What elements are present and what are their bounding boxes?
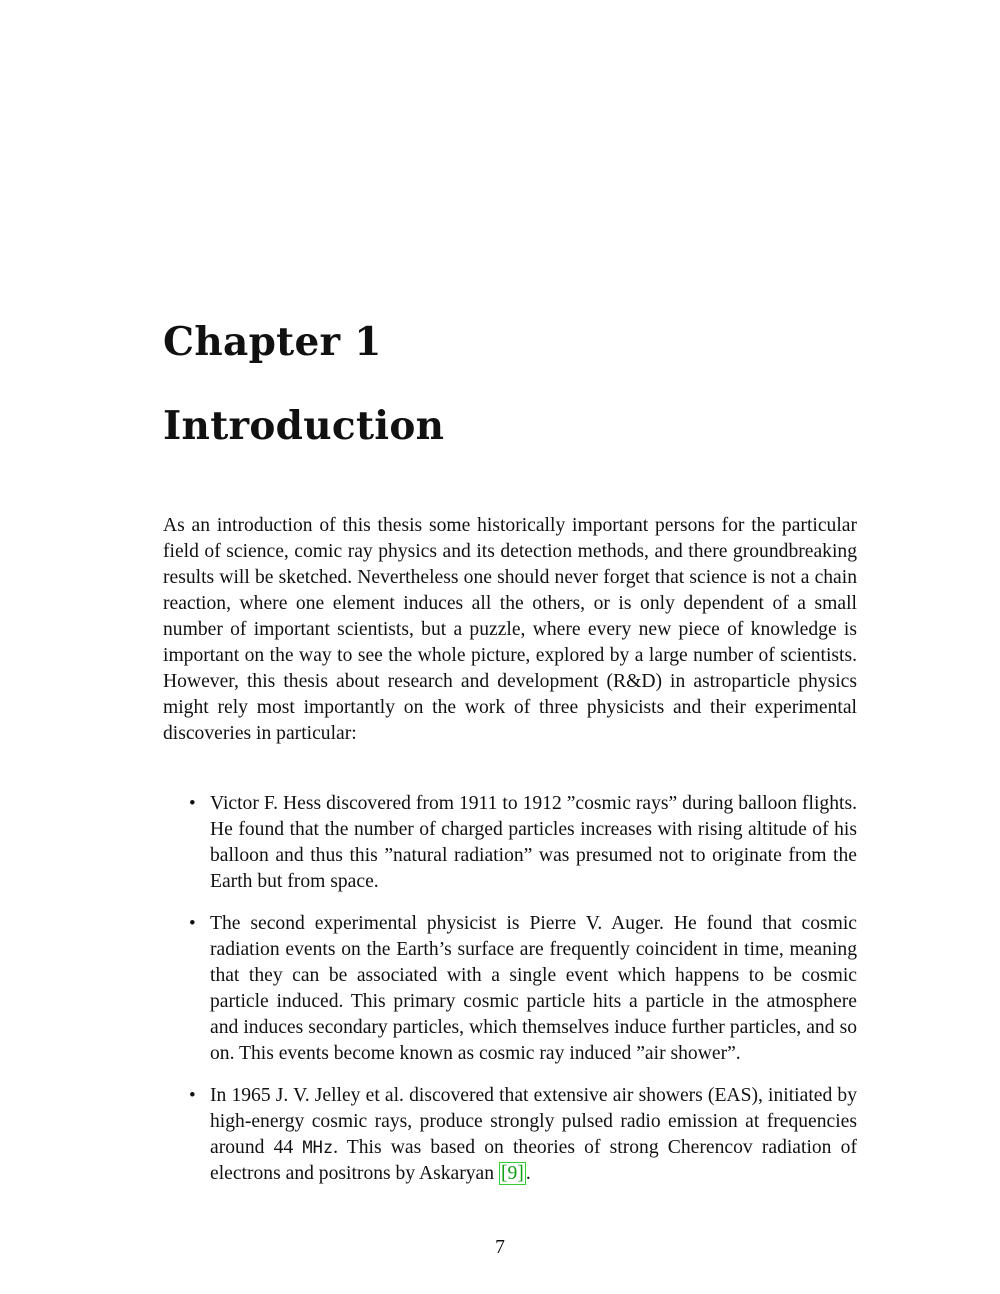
chapter-label: Chapter 1 xyxy=(163,319,382,365)
page-number: 7 xyxy=(495,1237,505,1258)
citation-link[interactable]: [9] xyxy=(500,1163,524,1184)
frequency-unit: MHz xyxy=(302,1138,334,1158)
list-item-text-end: . xyxy=(525,1163,531,1184)
bullet-icon: • xyxy=(189,793,196,814)
list-item-text: Victor F. Hess discovered from 1911 to 1912 ”cosmic rays” during balloon flights. He found that the number of charged particles increases with rising altitude of his balloon and thus this ”natural radiation” was presumed not to originate from the Earth but from space. xyxy=(210,793,857,892)
list-item-jelley xyxy=(163,1083,857,1187)
list-item-text-middle: . This was based on theories of strong Cherencov radiation of electrons and positrons by Askaryan xyxy=(210,1137,857,1184)
chapter-title: Introduction xyxy=(163,403,445,449)
list-item-text: The second experimental physicist is Pierre V. Auger. He found that cosmic radiation events on the Earth’s surface are frequently coincident in time, meaning that they can be associated with a single event which happens to be cosmic particle induced. This primary cosmic particle hits a particle in the atmosphere and induces secondary particles, which themselves induce further particles, and so on. This events become known as cosmic ray induced ”air shower”. xyxy=(210,913,857,1064)
list-item-auger xyxy=(163,911,857,1067)
intro-paragraph: As an introduction of this thesis some historically important persons for the particular field of science, comic ray physics and its detection methods, and there groundbreaking results will be sketched. Nevertheless one should never forget that science is not a chain reaction, where one element induces all the others, or is only dependent of a small number of important scientists, but a puzzle, where every new piece of knowledge is important on the way to see the whole picture, explored by a large number of scientists. However, this thesis about research and development (R&D) in astroparticle physics might rely most importantly on the work of three physicists and their experimental discoveries in particular: xyxy=(163,515,857,744)
list-item-hess xyxy=(163,791,857,895)
list-item-text-start: In 1965 J. V. Jelley et al. discovered that extensive air showers (EAS), initiated by high-energy cosmic rays, produce strongly pulsed radio emission at frequencies around 44 xyxy=(210,1085,857,1158)
bullet-icon: • xyxy=(189,913,196,934)
physicists-list xyxy=(163,791,857,1203)
bullet-icon: • xyxy=(189,1085,196,1106)
